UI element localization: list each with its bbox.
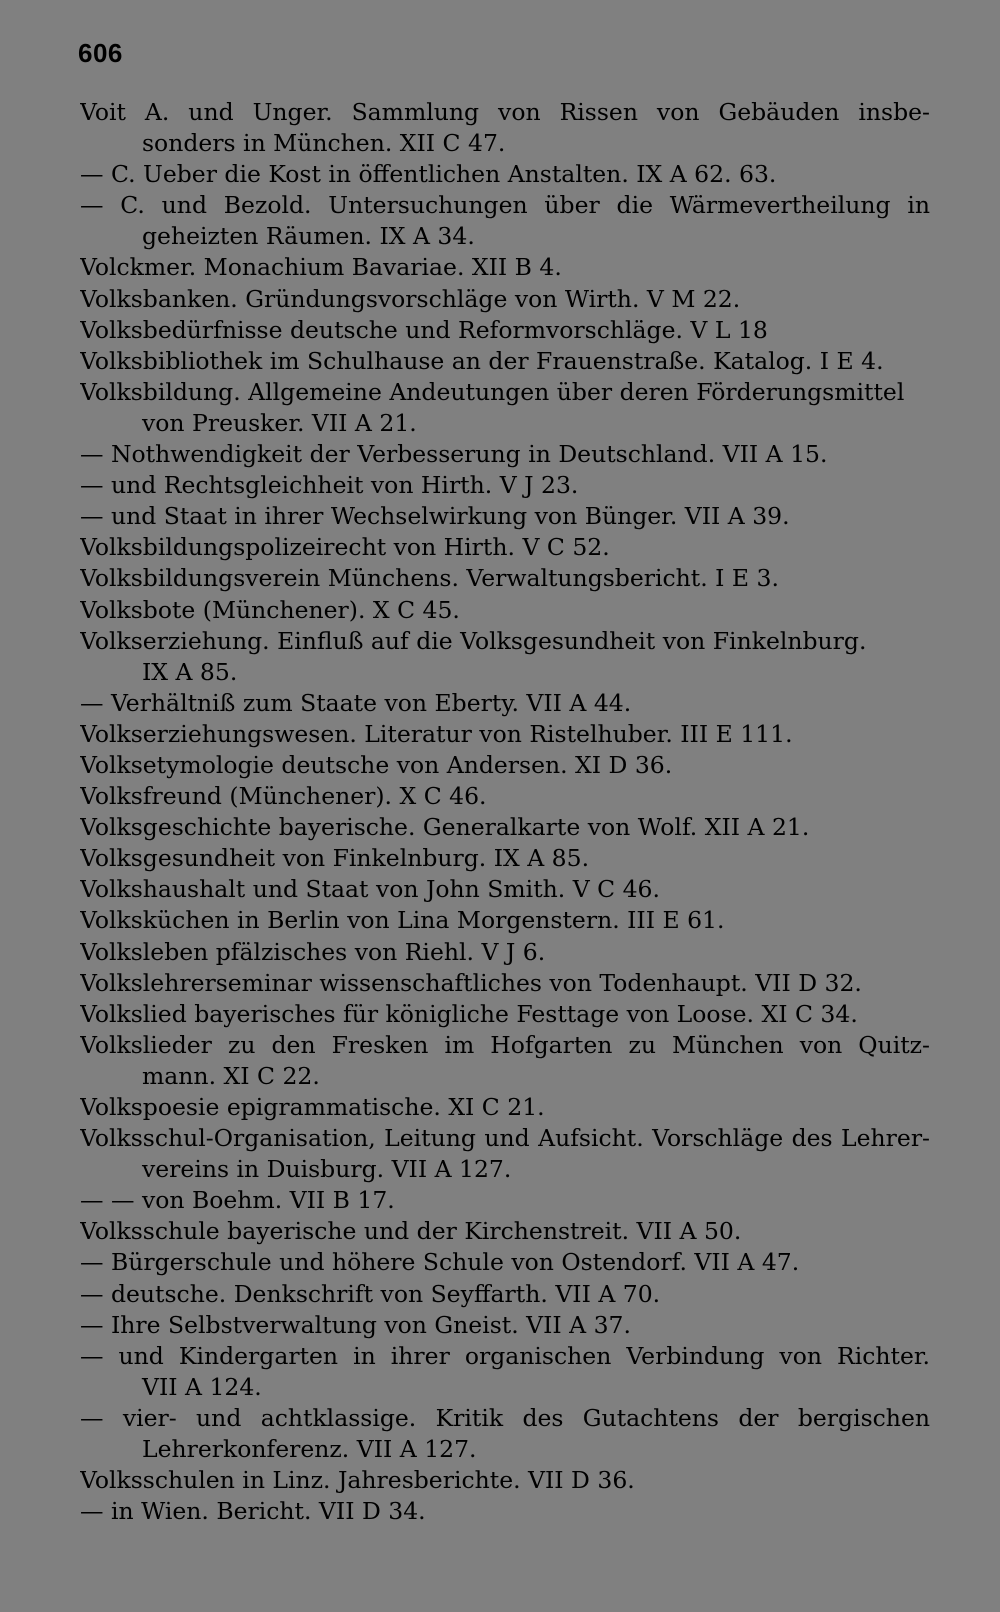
- index-entry-line: — C. und Bezold. Untersuchungen über die Wärmevertheilung in: [80, 191, 930, 220]
- index-entry-line: — in Wien. Bericht. VII D 34.: [80, 1497, 426, 1526]
- index-entry-line: — C. Ueber die Kost in öffentlichen Anstalten. IX A 62. 63.: [80, 160, 777, 189]
- index-entry-line: geheizten Räumen. IX A 34.: [142, 222, 475, 251]
- index-entry-line: — Ihre Selbstverwaltung von Gneist. VII A 37.: [80, 1310, 631, 1339]
- index-entry-line: mann. XI C 22.: [142, 1061, 320, 1090]
- index-entry-line: Volksschule bayerische und der Kirchenstreit. VII A 50.: [80, 1217, 742, 1246]
- index-entry-line: Volksbildung. Allgemeine Andeutungen über deren Förderungsmittel: [80, 377, 905, 406]
- index-entry-line: Voit A. und Unger. Sammlung von Rissen von Gebäuden insbe-: [80, 98, 930, 126]
- index-entry-line: — Bürgerschule und höhere Schule von Ostendorf. VII A 47.: [80, 1248, 800, 1277]
- index-entry-line: Volkslehrerseminar wissenschaftliches von Todenhaupt. VII D 32.: [80, 968, 862, 997]
- index-entry-line: Volksschulen in Linz. Jahresberichte. VII D 36.: [80, 1466, 635, 1495]
- index-entry-line: Volksbote (Münchener). X C 45.: [80, 595, 460, 624]
- index-entry-line: Volksbildungsverein Münchens. Verwaltungsbericht. I E 3.: [80, 564, 779, 593]
- index-entry-line: IX A 85.: [142, 657, 238, 686]
- index-entry-line: — Nothwendigkeit der Verbesserung in Deutschland. VII A 15.: [80, 440, 828, 469]
- index-entries: [80, 97, 930, 1527]
- index-entry-line: Volksbildungspolizeirecht von Hirth. V C 52.: [80, 533, 610, 562]
- index-entry-line: Lehrerkonferenz. VII A 127.: [142, 1435, 477, 1464]
- index-entry-line: Volkshaushalt und Staat von John Smith. V C 46.: [80, 875, 660, 904]
- index-entry-line: — deutsche. Denkschrift von Seyffarth. VII A 70.: [80, 1279, 661, 1308]
- index-entry-line: Volksfreund (Münchener). X C 46.: [80, 782, 487, 811]
- index-entry-line: Volkserziehungswesen. Literatur von Ristelhuber. III E 111.: [80, 719, 793, 748]
- index-entry-line: Volksgesundheit von Finkelnburg. IX A 85.: [80, 844, 590, 873]
- index-entry-line: vereins in Duisburg. VII A 127.: [142, 1155, 512, 1184]
- index-entry-line: Volksgeschichte bayerische. Generalkarte von Wolf. XII A 21.: [80, 813, 810, 842]
- index-entry-line: VII A 124.: [142, 1372, 262, 1401]
- page-number: 606: [78, 38, 123, 68]
- index-entry-line: — vier- und achtklassige. Kritik des Gutachtens der bergischen: [80, 1403, 930, 1432]
- index-entry-line: Volksetymologie deutsche von Andersen. XI D 36.: [80, 750, 673, 779]
- index-entry-line: Volkserziehung. Einfluß auf die Volksgesundheit von Finkelnburg.: [80, 626, 867, 655]
- index-entry-line: Volksbibliothek im Schulhause an der Frauenstraße. Katalog. I E 4.: [80, 346, 884, 375]
- index-entry-line: Volksschul-Organisation, Leitung und Aufsicht. Vorschläge des Lehrer-: [80, 1124, 930, 1153]
- index-entry-line: — und Kindergarten in ihrer organischen Verbindung von Richter.: [80, 1341, 930, 1370]
- index-entry-line: Volckmer. Monachium Bavariae. XII B 4.: [80, 253, 562, 282]
- index-entry-line: sonders in München. XII C 47.: [142, 129, 506, 158]
- index-entry-line: Volksküchen in Berlin von Lina Morgenstern. III E 61.: [80, 906, 725, 935]
- index-entry-line: — Verhältniß zum Staate von Eberty. VII A 44.: [80, 688, 632, 717]
- index-entry-line: — und Rechtsgleichheit von Hirth. V J 23.: [80, 471, 579, 500]
- index-entry-line: Volkspoesie epigrammatische. XI C 21.: [80, 1093, 545, 1121]
- index-entry-line: Volkslieder zu den Fresken im Hofgarten zu München von Quitz-: [80, 1030, 930, 1059]
- index-entry-line: von Preusker. VII A 21.: [142, 408, 417, 437]
- index-entry-line: Volksbedürfnisse deutsche und Reformvorschläge. V L 18: [80, 315, 768, 344]
- index-entry-line: Volkslied bayerisches für königliche Festtage von Loose. XI C 34.: [80, 999, 858, 1028]
- index-entry-line: Volksbanken. Gründungsvorschläge von Wirth. V M 22.: [80, 284, 741, 313]
- index-entry-line: — — von Boehm. VII B 17.: [80, 1186, 395, 1215]
- index-entry-line: Volksleben pfälzisches von Riehl. V J 6.: [80, 937, 546, 966]
- index-entry-line: — und Staat in ihrer Wechselwirkung von Bünger. VII A 39.: [80, 502, 790, 531]
